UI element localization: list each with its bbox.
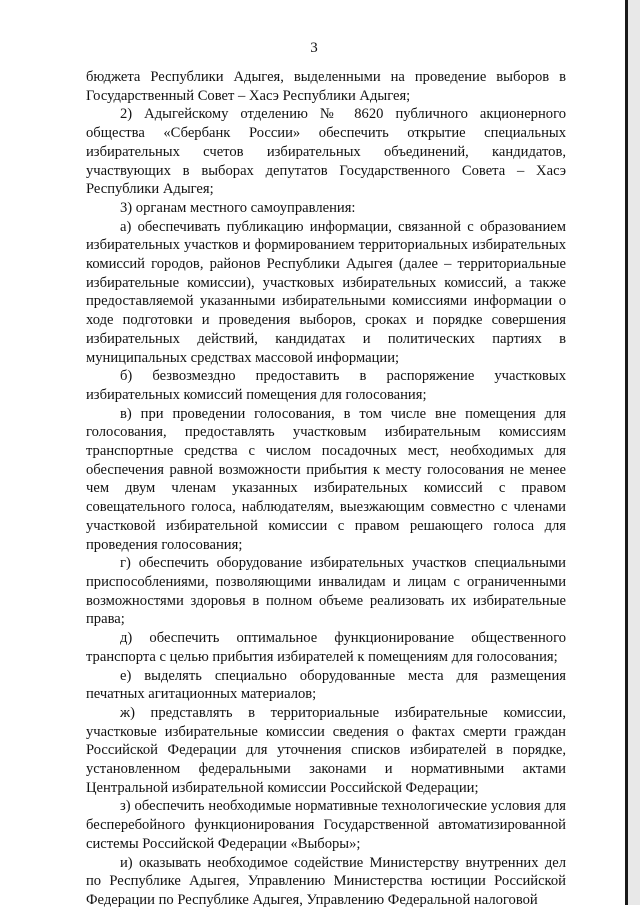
paragraph-subitem-zh: ж) представлять в территориальные избирательные комиссии, участковые избирательные комиссии сведения о фактах смерти граждан Российской Федерации для уточнения списков избирателей в порядке, установленном федеральными законами и нормативными актами Центральной избирательной комиссии Российской Федерации; [86,704,566,796]
paragraph-budget-continuation: бюджета Республики Адыгея, выделенными на проведение выборов в Государственный Совет – Хасэ Республики Адыгея; [86,69,566,104]
paragraph-subitem-a: а) обеспечивать публикацию информации, связанной с образованием избирательных участков и формированием территориальных избирательных комиссий городов, районов Республики Адыгея (далее – территориальные избирательные комиссии), участковых избирательных комиссий, а также предоставляемой указанными избирательными комиссиями информации о ходе подготовки и проведения выборов, сроках и порядке совершения избирательных действий, кандидатах и политических партиях в муниципальных средствах массовой информации; [86,218,566,366]
paragraph-item-3-local-government: 3) органам местного самоуправления: [120,199,356,216]
page-number: 3 [310,40,318,56]
paragraph-subitem-e: е) выделять специально оборудованные места для размещения печатных агитационных материалов; [86,667,566,703]
paragraph-subitem-g: г) обеспечить оборудование избирательных участков специальными приспособлениями, позволяющими инвалидам и лицам с ограниченными возможностями здоровья в полном объеме реализовать их избирательные права; [86,555,566,628]
body-text [86,68,566,910]
paragraph-subitem-b: б) безвозмездно предоставить в распоряжение участковых избирательных комиссий помещения для голосования; [86,368,566,403]
paragraph-subitem-i: и) оказывать необходимое содействие Министерству внутренних дел по Республике Адыгея, Управлению Министерства юстиции Российской Федерации по Республике Адыгея, Управлению Федеральной налоговой [86,854,566,908]
scan-edge [628,0,640,905]
paragraph-subitem-d: д) обеспечить оптимальное функционирование общественного транспорта с целью прибытия избирателей к помещениям для голосования; [86,630,566,665]
paragraph-item-2-sberbank: 2) Адыгейскому отделению № 8620 публичного акционерного общества «Сбербанк России» обеспечить открытие специальных избирательных счетов избирательных объединений, кандидатов, участвующих в выборах депутатов Государственного Совета – Хасэ Республики Адыгея; [86,106,566,198]
paragraph-subitem-v: в) при проведении голосования, в том числе вне помещения для голосования, предоставлять участковым избирательным комиссиям транспортные средства с числом посадочных мест, необходимых для обеспечения равной возможности прибытия к месту голосования не менее чем двум членам указанных избирательных комиссий с правом совещательного голоса, наблюдателям, выезжающим совместно с членами участковой избирательной комиссии с правом решающего голоса для проведения голосования; [86,405,566,553]
paragraph-subitem-z: з) обеспечить необходимые нормативные технологические условия для бесперебойного функционирования Государственной автоматизированной системы Российской Федерации «Выборы»; [86,798,566,852]
